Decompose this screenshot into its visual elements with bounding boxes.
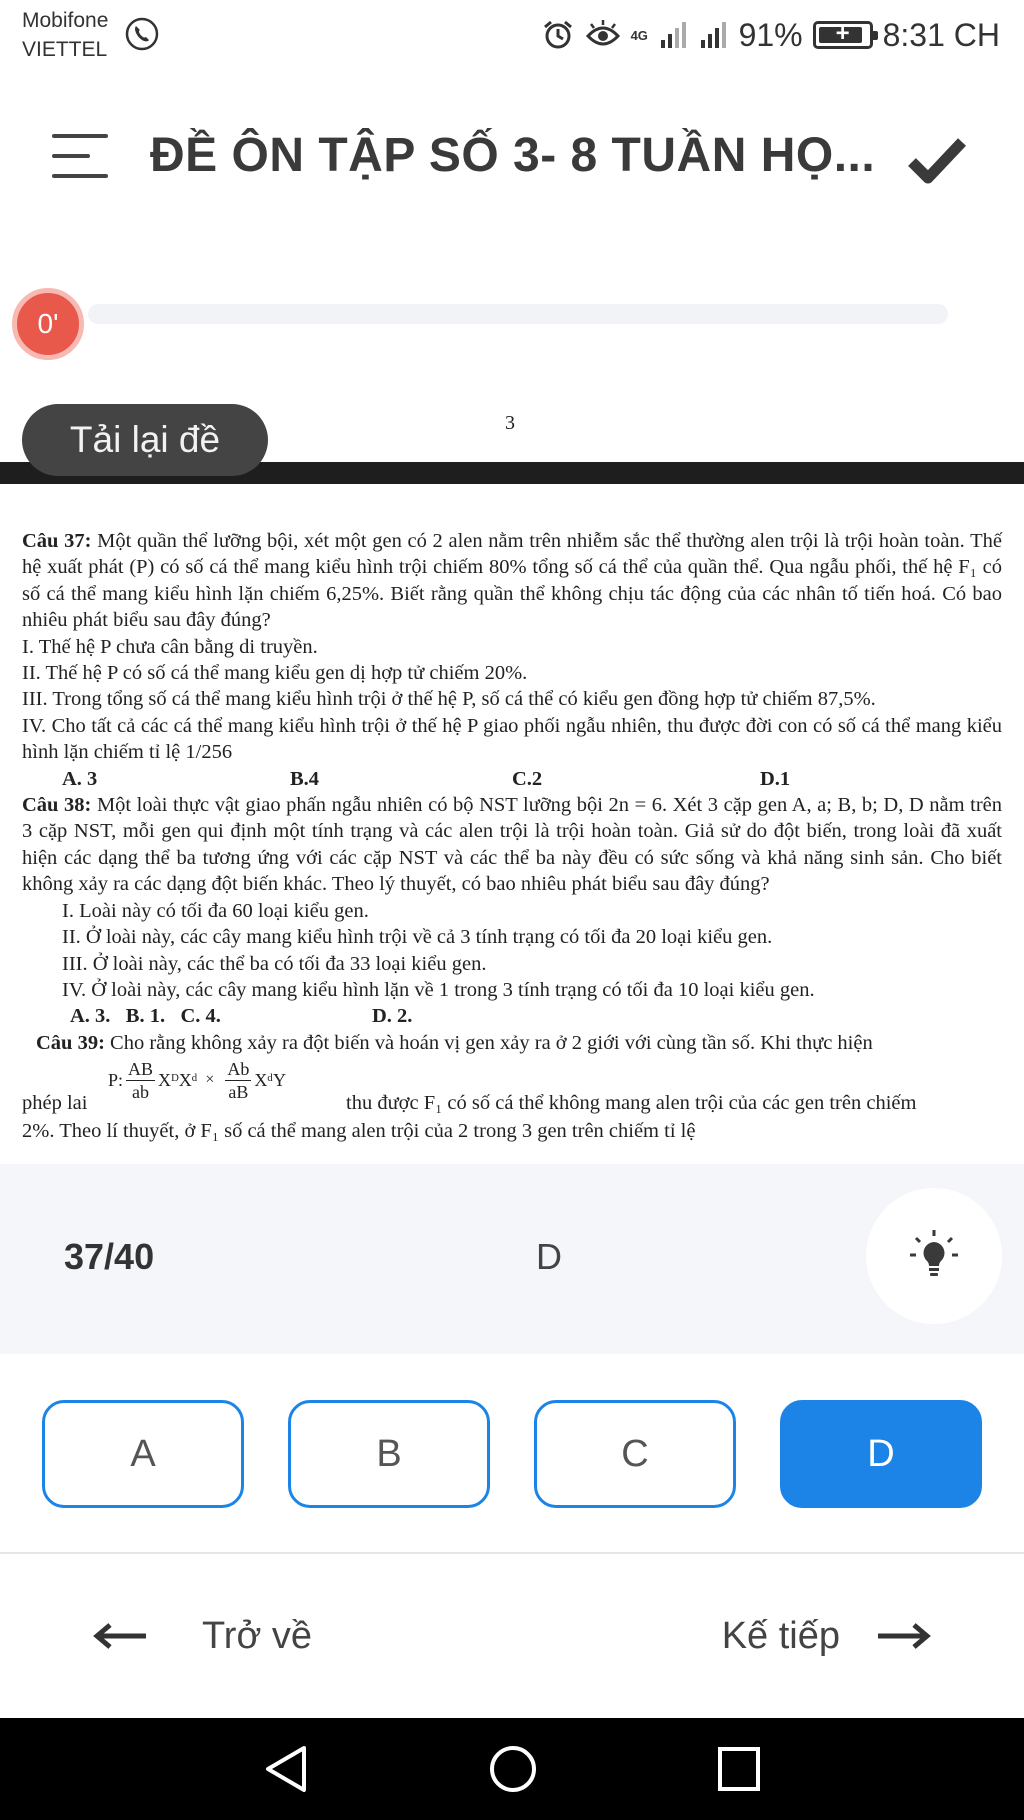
exam-document-content (22, 528, 1002, 1145)
q39-pre-text: phép lai (22, 1092, 88, 1115)
q39-x-chromosome-2: XᵈY (254, 1070, 287, 1091)
answer-panel (0, 1164, 1024, 1354)
question-38 (22, 792, 1002, 898)
network-type: 4G (630, 27, 648, 43)
question-39 (22, 1030, 1002, 1056)
exam-document[interactable] (0, 484, 1024, 1164)
next-label: Kế tiếp (721, 1614, 840, 1657)
q37-statement-1: I. Thế hệ P chưa cân bằng di truyền. (22, 635, 318, 658)
battery-percent: 91% (738, 16, 803, 53)
q37-option-d: D.1 (760, 767, 791, 790)
time-progress-bar (88, 304, 948, 324)
q38-options-abc: A. 3. B. 1. C. 4. (70, 1005, 221, 1028)
option-c-button[interactable]: C (534, 1400, 736, 1508)
charging-icon: + (835, 20, 850, 47)
q38-statement-1: I. Loài này có tối đa 60 loại kiểu gen. (62, 899, 369, 922)
carrier-2: VIETTEL (22, 38, 108, 61)
q39-formula (108, 1058, 286, 1103)
reload-exam-button[interactable]: Tải lại đề (22, 404, 268, 476)
app-header (0, 100, 1024, 220)
q37-statement-4: IV. Cho tất cả các cá thể mang kiểu hình trội ở thế hệ P giao phối ngẫu nhiên, thu được đời con có số cá thể mang kiểu hình lặn chiếm tỉ lệ 1/256 (22, 714, 1002, 764)
q39-x-chromosome-1: XᴰXᵈ (158, 1070, 198, 1091)
q39-cut-text: 2%. Theo lí thuyết, ở F₁ số cá thể mang alen trội của 2 trong 3 gen trên chiếm tỉ lệ (22, 1120, 696, 1143)
page-title: ĐỀ ÔN TẬP SỐ 3- 8 TUẦN HỌ... (150, 129, 876, 182)
q39-fraction-1 (126, 1058, 155, 1103)
document-page-number: 3 (505, 412, 515, 434)
lightbulb-icon (906, 1228, 962, 1284)
question-37-text: Một quần thể lưỡng bội, xét một gen có 2 alen nằm trên nhiễm sắc thể thường alen trội là trội hoàn toàn. Thế hệ xuất phát (P) có số cá thể mang kiểu hình trội chiếm 80% tổng số cá thể của quần thể. Qua ngẫu phối, thế hệ F₁ có số cá thể mang kiểu hình lặn chiếm 6,25%. Biết rằng quần thể không chịu tác động của các nhân tố tiến hoá. Có bao nhiêu phát biểu sau đây đúng? (22, 530, 1002, 632)
q39-p-label: P: (108, 1070, 124, 1091)
timer-badge: 0' (12, 288, 84, 360)
answer-options (0, 1354, 1024, 1554)
system-recents-icon[interactable] (716, 1744, 762, 1794)
question-39-label: Câu 39: (36, 1031, 105, 1054)
selected-answer: D (536, 1236, 562, 1277)
q39-fraction-2-den: aB (228, 1082, 249, 1103)
q37-statement-3: III. Trong tổng số cá thể mang kiểu hình trội ở thế hệ P, số cá thể có kiểu gen đồng hợp tử chiếm 87,5%. (22, 688, 876, 711)
battery-icon (813, 21, 873, 49)
q37-options (22, 766, 1002, 792)
hint-button[interactable] (866, 1188, 1002, 1324)
check-icon[interactable] (906, 132, 968, 188)
carrier-info (22, 6, 108, 64)
carrier-1: Mobifone (22, 9, 109, 32)
q39-cross-formula (22, 1056, 1002, 1118)
q39-post-text: thu được F₁ có số cá thể không mang alen trội của các gen trên chiếm (346, 1092, 917, 1115)
arrow-left-icon (92, 1621, 148, 1651)
question-37-label: Câu 37: (22, 530, 92, 552)
clock: 8:31 CH (882, 16, 1000, 53)
menu-icon[interactable] (52, 134, 108, 182)
question-38-text: Một loài thực vật giao phấn ngẫu nhiên có bộ NST lưỡng bội 2n = 6. Xét 3 cặp gen A, a; B, b; D, D nằm trên 3 cặp NST, mỗi gen qui định một tính trạng và các alen trội là trội hoàn toàn. Giả sử do đột biến, trong loài đã xuất hiện các dạng thể ba tương ứng với các cặp NST và các thể ba này đều có sức sống và khả năng sinh sản. Cho biết không xảy ra các dạng đột biến khác. Theo lý thuyết, có bao nhiêu phát biểu sau đây đúng? (22, 794, 1002, 896)
option-a-button[interactable]: A (42, 1400, 244, 1508)
next-button[interactable] (722, 1604, 932, 1668)
question-39-text: Cho rằng không xảy ra đột biến và hoán vị gen xảy ra ở 2 giới với cùng tần số. Khi thực hiện (110, 1031, 873, 1054)
question-37 (22, 528, 1002, 634)
arrow-right-icon (876, 1621, 932, 1651)
back-button[interactable] (92, 1604, 312, 1668)
back-label: Trở về (202, 1614, 313, 1657)
status-icons (541, 12, 1000, 58)
q37-option-a: A. 3 (62, 767, 98, 790)
option-d-button[interactable]: D (780, 1400, 982, 1508)
q39-fraction-1-num: AB (128, 1059, 154, 1080)
system-back-icon[interactable] (262, 1744, 310, 1794)
eye-comfort-icon (585, 18, 621, 52)
option-b-button[interactable]: B (288, 1400, 490, 1508)
q38-statement-3: III. Ở loài này, các thể ba có tối đa 33 loại kiểu gen. (62, 952, 487, 975)
phone-call-icon (124, 16, 160, 52)
q39-fraction-2 (225, 1058, 251, 1103)
q38-option-d: D. 2. (372, 1005, 413, 1028)
q38-statement-2: II. Ở loài này, các cây mang kiểu hình trội về cả 3 tính trạng có tối đa 20 loại kiểu gen. (62, 926, 773, 949)
signal-icon (659, 20, 689, 50)
question-counter: 37/40 (64, 1236, 155, 1277)
q39-times: × (205, 1071, 215, 1089)
q37-option-c: C.2 (512, 767, 543, 790)
q39-fraction-1-den: ab (132, 1082, 150, 1103)
q39-fraction-2-num: Ab (227, 1059, 250, 1080)
signal-icon-2 (699, 20, 729, 50)
status-bar (0, 0, 1024, 70)
system-home-icon[interactable] (488, 1744, 538, 1794)
question-38-label: Câu 38: (22, 794, 92, 817)
alarm-icon (541, 18, 575, 52)
q38-options (22, 1003, 1002, 1029)
question-navigation (0, 1554, 1024, 1718)
q37-statement-2: II. Thế hệ P có số cá thể mang kiểu gen dị hợp tử chiếm 20%. (22, 662, 528, 685)
q38-statement-4: IV. Ở loài này, các cây mang kiểu hình lặn về 1 trong 3 tính trạng có tối đa 10 loại kiểu gen. (62, 978, 815, 1001)
q37-option-b: B.4 (290, 767, 320, 790)
system-navigation-bar (0, 1718, 1024, 1820)
